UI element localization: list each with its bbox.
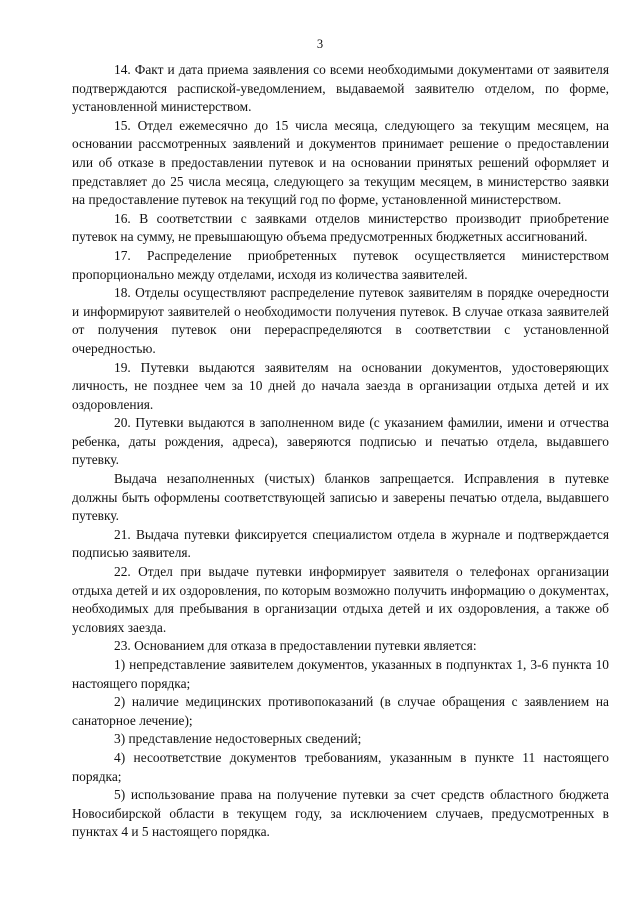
paragraph-20: 20. Путевки выдаются в заполненном виде (с указанием фамилии, имени и отчества ребенка, даты рождения, адреса), заверяются подписью и печатью отдела, выдавшего путевку. — [72, 415, 609, 468]
refusal-reason-2: 2) наличие медицинских противопоказаний (в случае обращения с заявлением на санаторное лечение); — [72, 694, 609, 728]
paragraph-21: 21. Выдача путевки фиксируется специалистом отдела в журнале и подтверждается подписью заявителя. — [72, 526, 609, 561]
paragraph-19: 19. Путевки выдаются заявителям на основании документов, удостоверяющих личность, не позднее чем за 10 дней до начала заезда в организации отдыха детей и их оздоровления. — [72, 359, 609, 412]
paragraph-15: 15. Отдел ежемесячно до 15 числа месяца, следующего за текущим месяцем, на основании рассмотренных заявлений и документов принимает решение о предоставлении или об отказе в предоставлении путевок и на основании принятых решений оформляет и представляет до 25 числа месяца, следующего за текущим месяцем, в министерство заявки на предоставление путевок на текущий год по форме, установленной министерством. — [72, 117, 609, 208]
paragraph-16: 16. В соответствии с заявками отделов министерство производит приобретение путевок на сумму, не превышающую объема предусмотренных бюджетных ассигнований. — [72, 210, 609, 245]
paragraph-18: 18. Отделы осуществляют распределение путевок заявителям в порядке очередности и информируют заявителей о необходимости получения путевок. В случае отказа заявителей от получения путевок они перераспределяются в соответствии с установленной очередностью. — [72, 285, 609, 356]
paragraph-20-blank-forms: Выдача незаполненных (чистых) бланков запрещается. Исправления в путевке должны быть оформлены соответствующей записью и заверены печатью отдела, выдавшего путевку. — [72, 471, 609, 524]
refusal-reason-5: 5) использование права на получение путевки за счет средств областного бюджета Новосибирской области в текущем году, за исключением случаев, предусмотренных в пунктах 4 и 5 настоящего порядка. — [72, 787, 609, 840]
paragraph-22: 22. Отдел при выдаче путевки информирует заявителя о телефонах организации отдыха детей и их оздоровления, по которым возможно получить информацию о документах, необходимых для пребывания в организации отдыха детей и их оздоровления, а также об условиях заезда. — [72, 564, 609, 635]
page-number: 3 — [316, 37, 324, 51]
paragraph-23: 23. Основанием для отказа в предоставлении путевки является: — [114, 638, 477, 654]
refusal-reason-1: 1) непредставление заявителем документов, указанных в подпунктах 1, 3-6 пункта 10 настоящего порядка; — [72, 657, 609, 691]
document-body — [72, 61, 609, 842]
paragraph-14: 14. Факт и дата приема заявления со всеми необходимыми документами от заявителя подтверждаются распиской-уведомлением, выдаваемой заявителю отделом, по форме, установленной министерством. — [72, 62, 609, 115]
paragraph-17: 17. Распределение приобретенных путевок осуществляется министерством пропорционально между отделами, исходя из количества заявителей. — [72, 247, 609, 282]
refusal-reason-3: 3) представление недостоверных сведений; — [114, 731, 362, 747]
refusal-reason-4: 4) несоответствие документов требованиям, указанным в пункте 11 настоящего порядка; — [72, 749, 609, 784]
